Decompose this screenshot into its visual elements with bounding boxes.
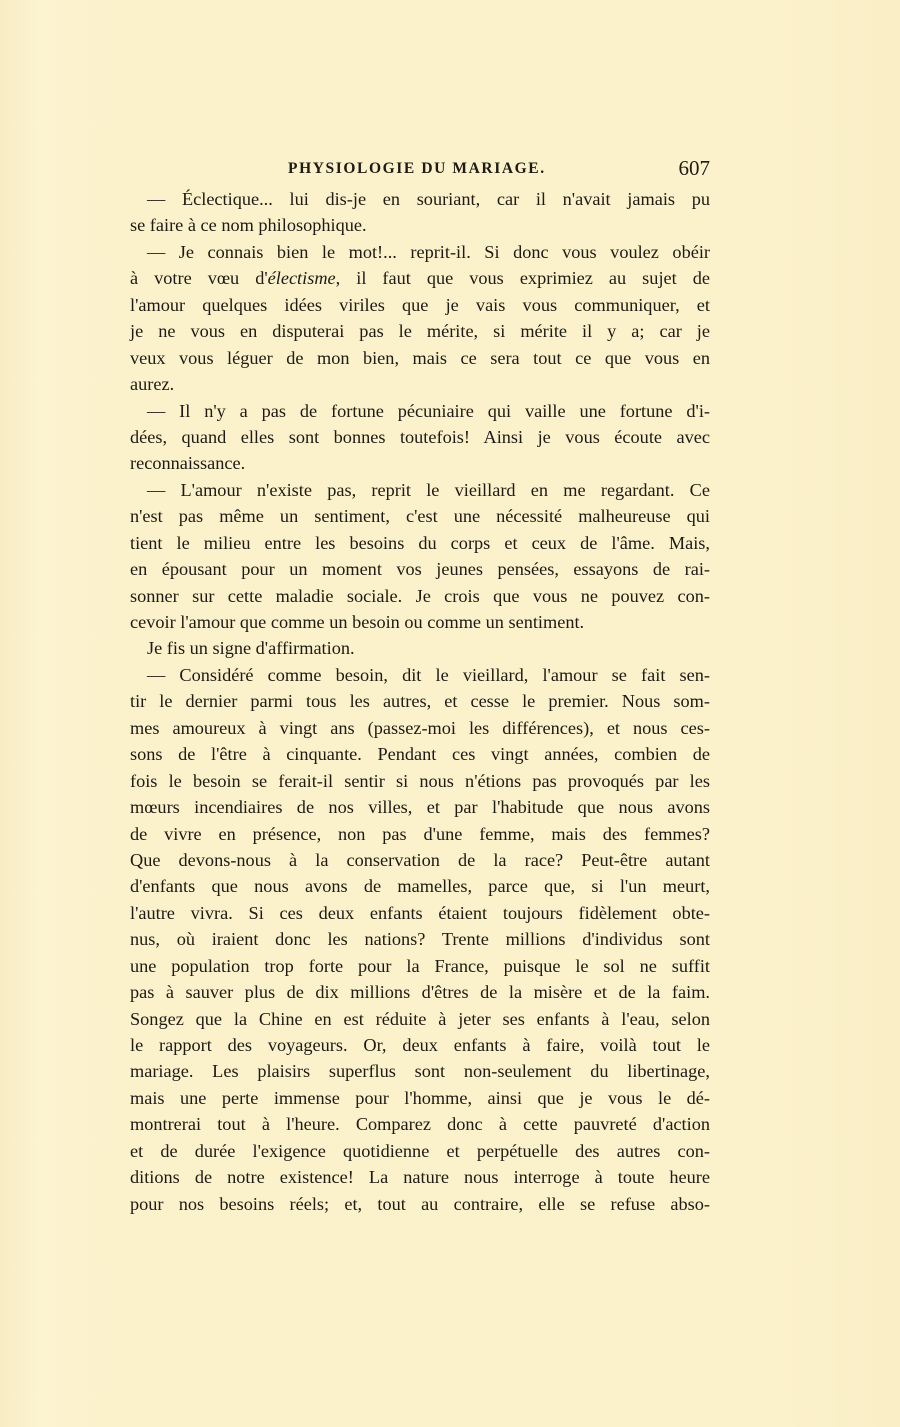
text-line: — Il n'y a pas de fortune pécuniaire qui vaille une fortune d'i- xyxy=(147,400,710,421)
text-line: — Éclectique... lui dis-je en souriant, car il n'avait jamais pu xyxy=(147,189,710,209)
text-line: dées, quand elles sont bonnes toutefois! Ainsi je vous écoute avec xyxy=(130,426,710,447)
page-number: 607 xyxy=(678,156,710,180)
text-segment: à votre vœu d' xyxy=(130,268,268,289)
text-line: mes amoureux à vingt ans (passez-moi les différences), et nous ces- xyxy=(130,717,710,738)
text-line: Je fis un signe d'affirmation. xyxy=(147,638,355,659)
text-line: veux vous léguer de mon bien, mais ce sera tout ce que vous en xyxy=(130,347,710,368)
text-line: sonner sur cette maladie sociale. Je crois que vous ne pouvez con- xyxy=(130,585,710,606)
text-line: sons de l'être à cinquante. Pendant ces vingt années, combien de xyxy=(130,744,710,765)
text-line: tir le dernier parmi tous les autres, et cesse le premier. Nous som- xyxy=(130,691,710,712)
text-segment: , il faut que vous exprimiez au sujet de xyxy=(335,268,710,289)
text-line: pour nos besoins réels; et, tout au contraire, elle se refuse abso- xyxy=(130,1193,710,1214)
text-line: nus, où iraient donc les nations? Trente millions d'individus sont xyxy=(130,929,710,950)
text-line: l'autre vivra. Si ces deux enfants étaient toujours fidèlement obte- xyxy=(130,902,710,923)
text-line: Songez que la Chine en est réduite à jeter ses enfants à l'eau, selon xyxy=(130,1008,710,1029)
text-line: aurez. xyxy=(130,374,175,395)
text-line: mœurs incendiaires de nos villes, et par l'habitude que nous avons xyxy=(130,797,710,818)
text-line: fois le besoin se ferait-il sentir si nous n'étions pas provoqués par les xyxy=(130,770,710,791)
text-line xyxy=(130,265,710,291)
page-header xyxy=(130,156,710,184)
text-line: se faire à ce nom philosophique. xyxy=(130,215,367,236)
italic-term: électisme xyxy=(267,268,336,289)
text-line: d'enfants que nous avons de mamelles, parce que, si l'un meurt, xyxy=(130,876,710,897)
text-line: et de durée l'exigence quotidienne et perpétuelle des autres con- xyxy=(130,1140,710,1161)
body-text xyxy=(130,186,710,1217)
running-title: PHYSIOLOGIE DU MARIAGE. xyxy=(288,160,546,177)
text-line: tient le milieu entre les besoins du corps et ceux de l'âme. Mais, xyxy=(130,532,710,553)
text-line: l'amour quelques idées viriles que je vais vous communiquer, et xyxy=(130,294,710,315)
text-line: Que devons-nous à la conservation de la race? Peut-être autant xyxy=(130,849,710,870)
text-line: — L'amour n'existe pas, reprit le vieillard en me regardant. Ce xyxy=(147,479,710,500)
text-line: reconnaissance. xyxy=(130,453,246,474)
text-line: en épousant pour un moment vos jeunes pensées, essayons de rai- xyxy=(130,559,710,580)
text-line: montrerai tout à l'heure. Comparez donc à cette pauvreté d'action xyxy=(130,1114,710,1135)
text-line: de vivre en présence, non pas d'une femme, mais des femmes? xyxy=(130,823,710,844)
text-line: — Je connais bien le mot!... reprit-il. Si donc vous voulez obéir xyxy=(147,241,710,262)
text-line: pas à sauver plus de dix millions d'êtres de la misère et de la faim. xyxy=(130,982,710,1003)
text-line: mariage. Les plaisirs superflus sont non-seulement du libertinage, xyxy=(130,1061,710,1082)
text-line: le rapport des voyageurs. Or, deux enfants à faire, voilà tout le xyxy=(130,1035,710,1055)
text-line: n'est pas même un sentiment, c'est une nécessité malheureuse qui xyxy=(130,506,710,527)
text-line: une population trop forte pour la France, puisque le sol ne suffit xyxy=(130,955,710,976)
text-line: ditions de notre existence! La nature nous interroge à toute heure xyxy=(130,1167,710,1188)
text-line: — Considéré comme besoin, dit le vieillard, l'amour se fait sen- xyxy=(147,664,710,685)
text-line: cevoir l'amour que comme un besoin ou comme un sentiment. xyxy=(130,612,585,632)
text-line: je ne vous en disputerai pas le mérite, si mérite il y a; car je xyxy=(130,321,710,342)
text-line: mais une perte immense pour l'homme, ainsi que je vous le dé- xyxy=(130,1087,710,1108)
